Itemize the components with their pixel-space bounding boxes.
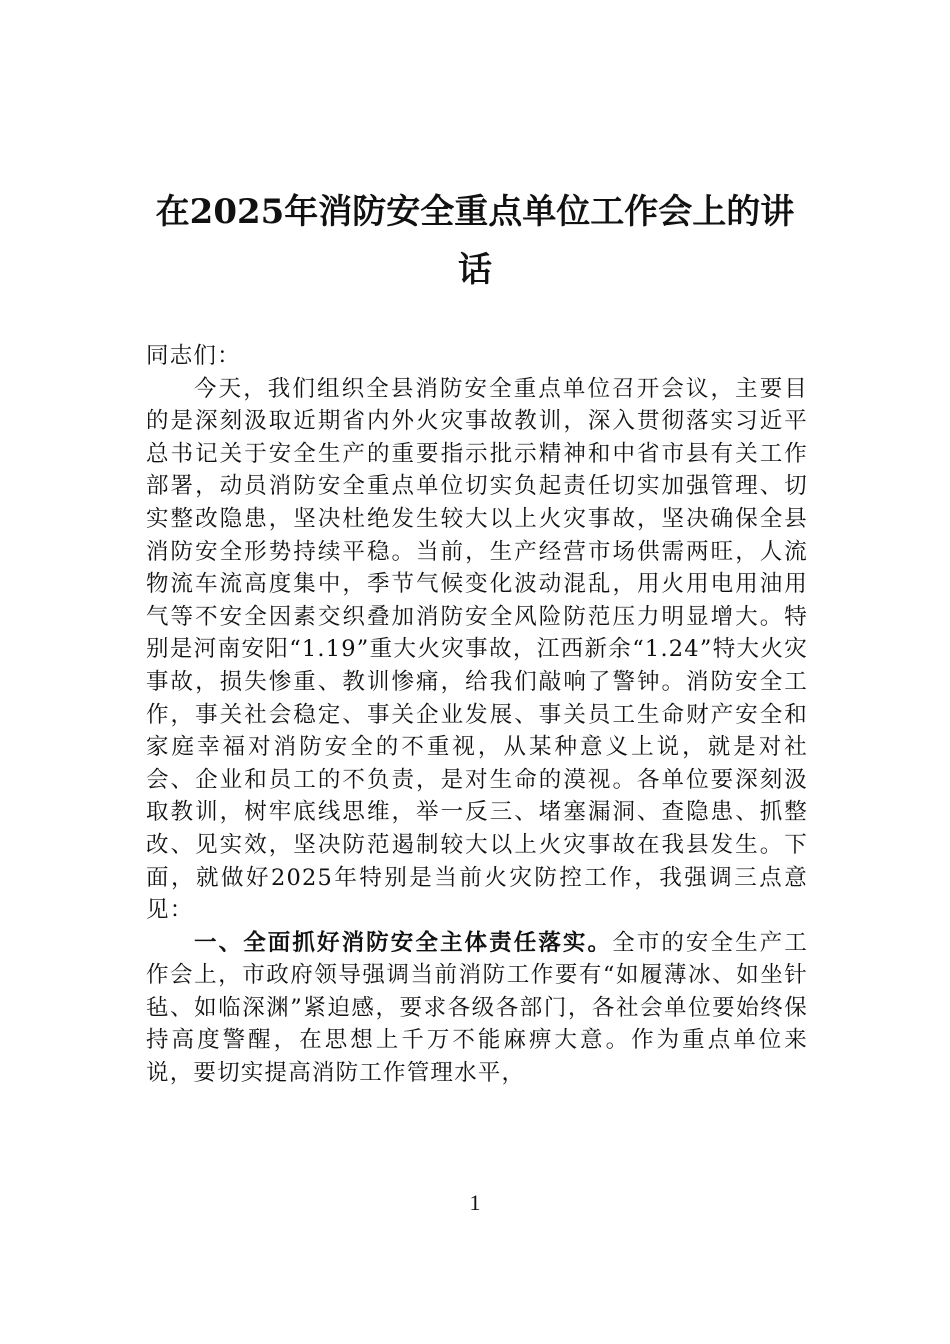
paragraph-intro: 今天，我们组织全县消防安全重点单位召开会议，主要目的是深刻汲取近期省内外火灾事故教训，深入贯彻落实习近平总书记关于安全生产的重要指示批示精神和中省市县有关工作部署，动员消防安全重点单位切实负起责任切实加强管理、切实整改隐患，坚决杜绝发生较大以上火灾事故，坚决确保全县消防安全形势持续平稳。当前，生产经营市场供需两旺，人流物流车流高度集中，季节气候变化波动混乱，用火用电用油用气等不安全因素交织叠加消防安全风险防范压力明显增大。特别是河南安阳“1.19”重大火灾事故，江西新余“1.24”特大火灾事故，损失惨重、教训惨痛，给我们敲响了警钟。消防安全工作，事关社会稳定、事关企业发展、事关员工生命财产安全和家庭幸福对消防安全的不重视，从某种意义上说，就是对社会、企业和员工的不负责，是对生命的漠视。各单位要深刻汲取教训，树牢底线思维，举一反三、堵塞漏洞、查隐患、抓整改、见实效，坚决防范遏制较大以上火灾事故在我县发生。下面，就做好2025年特别是当前火灾防控工作，我强调三点意见： bbox=[146, 375, 808, 924]
section-1-heading: 一、全面抓好消防安全主体责任落实。 bbox=[194, 929, 613, 956]
paragraph-section-1 bbox=[146, 927, 808, 1090]
document-body bbox=[146, 340, 808, 1090]
section-1-text: 全市的安全生产工作会上，市政府领导强调当前消防工作要有“如履薄冰、如坐针毡、如临深渊”紧迫感，要求各级各部门，各社会单位要始终保持高度警醒，在思想上千万不能麻痹大意。作为重点单位来说，要切实提高消防工作管理水平， bbox=[146, 929, 808, 1087]
document-title: 在2025年消防安全重点单位工作会上的讲话 bbox=[155, 191, 795, 290]
salutation: 同志们： bbox=[146, 343, 241, 369]
page-number: 1 bbox=[469, 1190, 481, 1215]
